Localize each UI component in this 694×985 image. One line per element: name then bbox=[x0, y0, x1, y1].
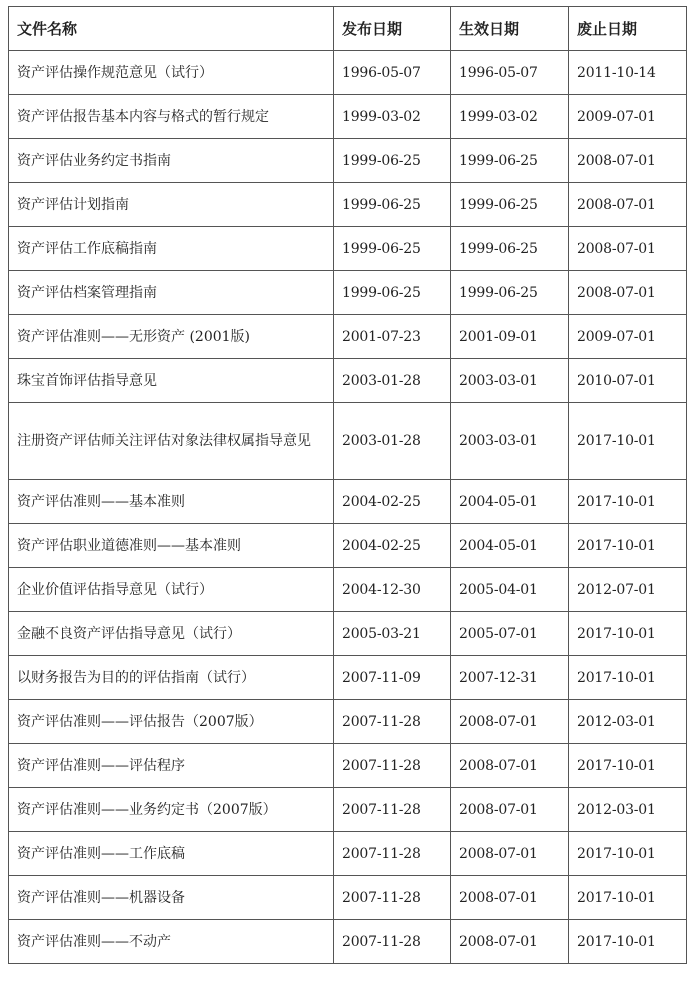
effective-date-cell: 1999-06-25 bbox=[451, 139, 569, 183]
effective-date-cell: 2008-07-01 bbox=[451, 920, 569, 964]
publish-date-cell: 2004-02-25 bbox=[334, 524, 451, 568]
effective-date-cell: 2004-05-01 bbox=[451, 524, 569, 568]
repeal-date-cell: 2009-07-01 bbox=[569, 315, 687, 359]
repeal-date-cell: 2011-10-14 bbox=[569, 51, 687, 95]
effective-date-cell: 2001-09-01 bbox=[451, 315, 569, 359]
publish-date-cell: 2007-11-28 bbox=[334, 744, 451, 788]
table-row bbox=[9, 183, 687, 227]
file-name-cell: 企业价值评估指导意见（试行） bbox=[9, 568, 334, 612]
file-name-cell: 资产评估准则——机器设备 bbox=[9, 876, 334, 920]
repeal-date-cell: 2010-07-01 bbox=[569, 359, 687, 403]
repeal-date-cell: 2008-07-01 bbox=[569, 183, 687, 227]
repeal-date-cell: 2017-10-01 bbox=[569, 524, 687, 568]
effective-date-cell: 2003-03-01 bbox=[451, 403, 569, 480]
effective-date-cell: 1999-06-25 bbox=[451, 227, 569, 271]
file-name-cell: 资产评估职业道德准则——基本准则 bbox=[9, 524, 334, 568]
file-name-cell: 注册资产评估师关注评估对象法律权属指导意见 bbox=[9, 403, 334, 480]
effective-date-cell: 2004-05-01 bbox=[451, 480, 569, 524]
repeal-date-cell: 2009-07-01 bbox=[569, 95, 687, 139]
publish-date-cell: 1999-03-02 bbox=[334, 95, 451, 139]
repeal-date-cell: 2017-10-01 bbox=[569, 656, 687, 700]
header-repeal-date: 废止日期 bbox=[569, 7, 687, 51]
file-name-cell: 资产评估操作规范意见（试行） bbox=[9, 51, 334, 95]
effective-date-cell: 1999-06-25 bbox=[451, 271, 569, 315]
repeal-date-cell: 2012-03-01 bbox=[569, 700, 687, 744]
file-name-cell: 资产评估计划指南 bbox=[9, 183, 334, 227]
file-name-cell: 资产评估准则——评估报告（2007版） bbox=[9, 700, 334, 744]
table-row bbox=[9, 744, 687, 788]
file-name-cell: 珠宝首饰评估指导意见 bbox=[9, 359, 334, 403]
publish-date-cell: 2007-11-28 bbox=[334, 700, 451, 744]
repeal-date-cell: 2008-07-01 bbox=[569, 139, 687, 183]
file-name-cell: 以财务报告为目的的评估指南（试行） bbox=[9, 656, 334, 700]
publish-date-cell: 2003-01-28 bbox=[334, 359, 451, 403]
effective-date-cell: 1999-03-02 bbox=[451, 95, 569, 139]
file-name-cell: 资产评估准则——不动产 bbox=[9, 920, 334, 964]
effective-date-cell: 1996-05-07 bbox=[451, 51, 569, 95]
repeal-date-cell: 2008-07-01 bbox=[569, 271, 687, 315]
repeal-date-cell: 2017-10-01 bbox=[569, 876, 687, 920]
publish-date-cell: 1999-06-25 bbox=[334, 227, 451, 271]
file-name-cell: 资产评估准则——无形资产 (2001版) bbox=[9, 315, 334, 359]
table-body bbox=[9, 51, 687, 964]
table-row bbox=[9, 359, 687, 403]
table-row bbox=[9, 568, 687, 612]
publish-date-cell: 1999-06-25 bbox=[334, 139, 451, 183]
table-row bbox=[9, 920, 687, 964]
file-name-cell: 资产评估准则——评估程序 bbox=[9, 744, 334, 788]
table-row bbox=[9, 656, 687, 700]
table-row bbox=[9, 832, 687, 876]
publish-date-cell: 1999-06-25 bbox=[334, 183, 451, 227]
repeal-date-cell: 2012-07-01 bbox=[569, 568, 687, 612]
table-row bbox=[9, 139, 687, 183]
table-row bbox=[9, 480, 687, 524]
effective-date-cell: 2008-07-01 bbox=[451, 700, 569, 744]
table-row bbox=[9, 403, 687, 480]
repeal-date-cell: 2017-10-01 bbox=[569, 832, 687, 876]
table-row bbox=[9, 227, 687, 271]
publish-date-cell: 2007-11-28 bbox=[334, 876, 451, 920]
effective-date-cell: 2005-07-01 bbox=[451, 612, 569, 656]
repeal-date-cell: 2017-10-01 bbox=[569, 612, 687, 656]
table-row bbox=[9, 788, 687, 832]
publish-date-cell: 1996-05-07 bbox=[334, 51, 451, 95]
table-row bbox=[9, 524, 687, 568]
effective-date-cell: 2008-07-01 bbox=[451, 876, 569, 920]
publish-date-cell: 2007-11-28 bbox=[334, 832, 451, 876]
header-row bbox=[9, 7, 687, 51]
effective-date-cell: 2007-12-31 bbox=[451, 656, 569, 700]
file-name-cell: 金融不良资产评估指导意见（试行） bbox=[9, 612, 334, 656]
repeal-date-cell: 2017-10-01 bbox=[569, 920, 687, 964]
header-effective-date: 生效日期 bbox=[451, 7, 569, 51]
table-row bbox=[9, 95, 687, 139]
publish-date-cell: 2001-07-23 bbox=[334, 315, 451, 359]
repeal-date-cell: 2017-10-01 bbox=[569, 744, 687, 788]
table-row bbox=[9, 876, 687, 920]
table-row bbox=[9, 271, 687, 315]
table-row bbox=[9, 612, 687, 656]
publish-date-cell: 2007-11-28 bbox=[334, 920, 451, 964]
file-name-cell: 资产评估报告基本内容与格式的暂行规定 bbox=[9, 95, 334, 139]
repeal-date-cell: 2017-10-01 bbox=[569, 480, 687, 524]
file-name-cell: 资产评估准则——工作底稿 bbox=[9, 832, 334, 876]
effective-date-cell: 2008-07-01 bbox=[451, 744, 569, 788]
effective-date-cell: 1999-06-25 bbox=[451, 183, 569, 227]
publish-date-cell: 2004-02-25 bbox=[334, 480, 451, 524]
standards-table bbox=[8, 6, 687, 964]
publish-date-cell: 2005-03-21 bbox=[334, 612, 451, 656]
publish-date-cell: 2003-01-28 bbox=[334, 403, 451, 480]
file-name-cell: 资产评估档案管理指南 bbox=[9, 271, 334, 315]
table-row bbox=[9, 315, 687, 359]
file-name-cell: 资产评估准则——基本准则 bbox=[9, 480, 334, 524]
table-row bbox=[9, 700, 687, 744]
publish-date-cell: 2007-11-28 bbox=[334, 788, 451, 832]
effective-date-cell: 2003-03-01 bbox=[451, 359, 569, 403]
repeal-date-cell: 2012-03-01 bbox=[569, 788, 687, 832]
header-publish-date: 发布日期 bbox=[334, 7, 451, 51]
effective-date-cell: 2008-07-01 bbox=[451, 788, 569, 832]
repeal-date-cell: 2008-07-01 bbox=[569, 227, 687, 271]
file-name-cell: 资产评估工作底稿指南 bbox=[9, 227, 334, 271]
repeal-date-cell: 2017-10-01 bbox=[569, 403, 687, 480]
effective-date-cell: 2005-04-01 bbox=[451, 568, 569, 612]
publish-date-cell: 2007-11-09 bbox=[334, 656, 451, 700]
publish-date-cell: 1999-06-25 bbox=[334, 271, 451, 315]
effective-date-cell: 2008-07-01 bbox=[451, 832, 569, 876]
table-row bbox=[9, 51, 687, 95]
header-file-name: 文件名称 bbox=[9, 7, 334, 51]
file-name-cell: 资产评估准则——业务约定书（2007版） bbox=[9, 788, 334, 832]
publish-date-cell: 2004-12-30 bbox=[334, 568, 451, 612]
file-name-cell: 资产评估业务约定书指南 bbox=[9, 139, 334, 183]
